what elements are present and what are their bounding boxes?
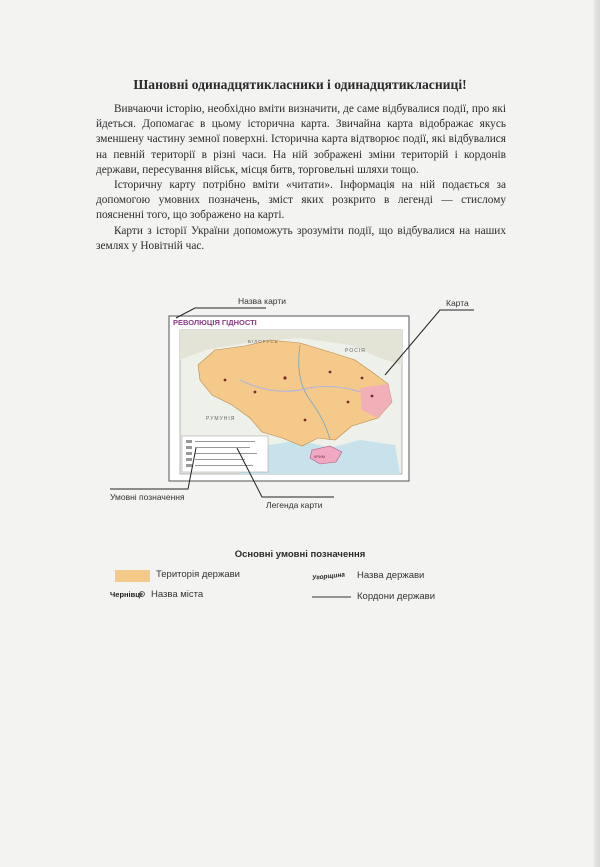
map-label-russia: РОСІЯ [345, 348, 366, 354]
state-name-sample: Угорщина [311, 571, 346, 582]
intro-paragraph: Вивчаючи історію, необхідно вміти визначити, де саме відбувалися події, про які йдеться. Допомагає в цьому історична карта. Звичайна карта відображає якусь зменшену частину земної поверхні. Історична карта відтворює події, які відбувалися на певній території в різні часи. На ній зображені зміни територій і кордонів держави, пересування військ, місця битв, торговельні шляхи тощо. [96, 103, 506, 176]
callout-symbols: Умовні позначення [110, 492, 185, 502]
map-label-romania: РУМУНІЯ [206, 416, 236, 422]
callout-legend: Легенда карти [266, 500, 323, 510]
legend-city-label: Назва міста [151, 589, 204, 600]
city-name-sample: Чернівці [110, 590, 142, 599]
map-label-crimea: КРИМ [314, 454, 326, 459]
map-label-belarus: БІЛОРУСЬ [248, 339, 279, 344]
intro-paragraph: Історичну карту потрібно вміти «читати». Інформація на ній подається за допомогою умовних позначень, зміст яких розкрито в легенді — стислому поясненні того, що зображено на карті. [96, 179, 506, 222]
legend-title: Основні умовні позначення [234, 549, 366, 560]
legend-territory-label: Територія держави [156, 569, 240, 580]
callout-map-title: Назва карти [238, 296, 286, 306]
page-heading: Шановні одинадцятикласники і одинадцятикласниці! [133, 77, 467, 92]
map-title: РЕВОЛЮЦІЯ ГІДНОСТІ [173, 318, 257, 327]
territory-swatch [115, 570, 150, 582]
callout-map: Карта [446, 298, 469, 308]
legend-state-label: Назва держави [357, 570, 425, 581]
legend-border-label: Кордони держави [357, 591, 436, 602]
intro-paragraph: Карти з історії України допоможуть зрозуміти події, що відбувалися на наших землях у Новітній час. [96, 224, 506, 252]
